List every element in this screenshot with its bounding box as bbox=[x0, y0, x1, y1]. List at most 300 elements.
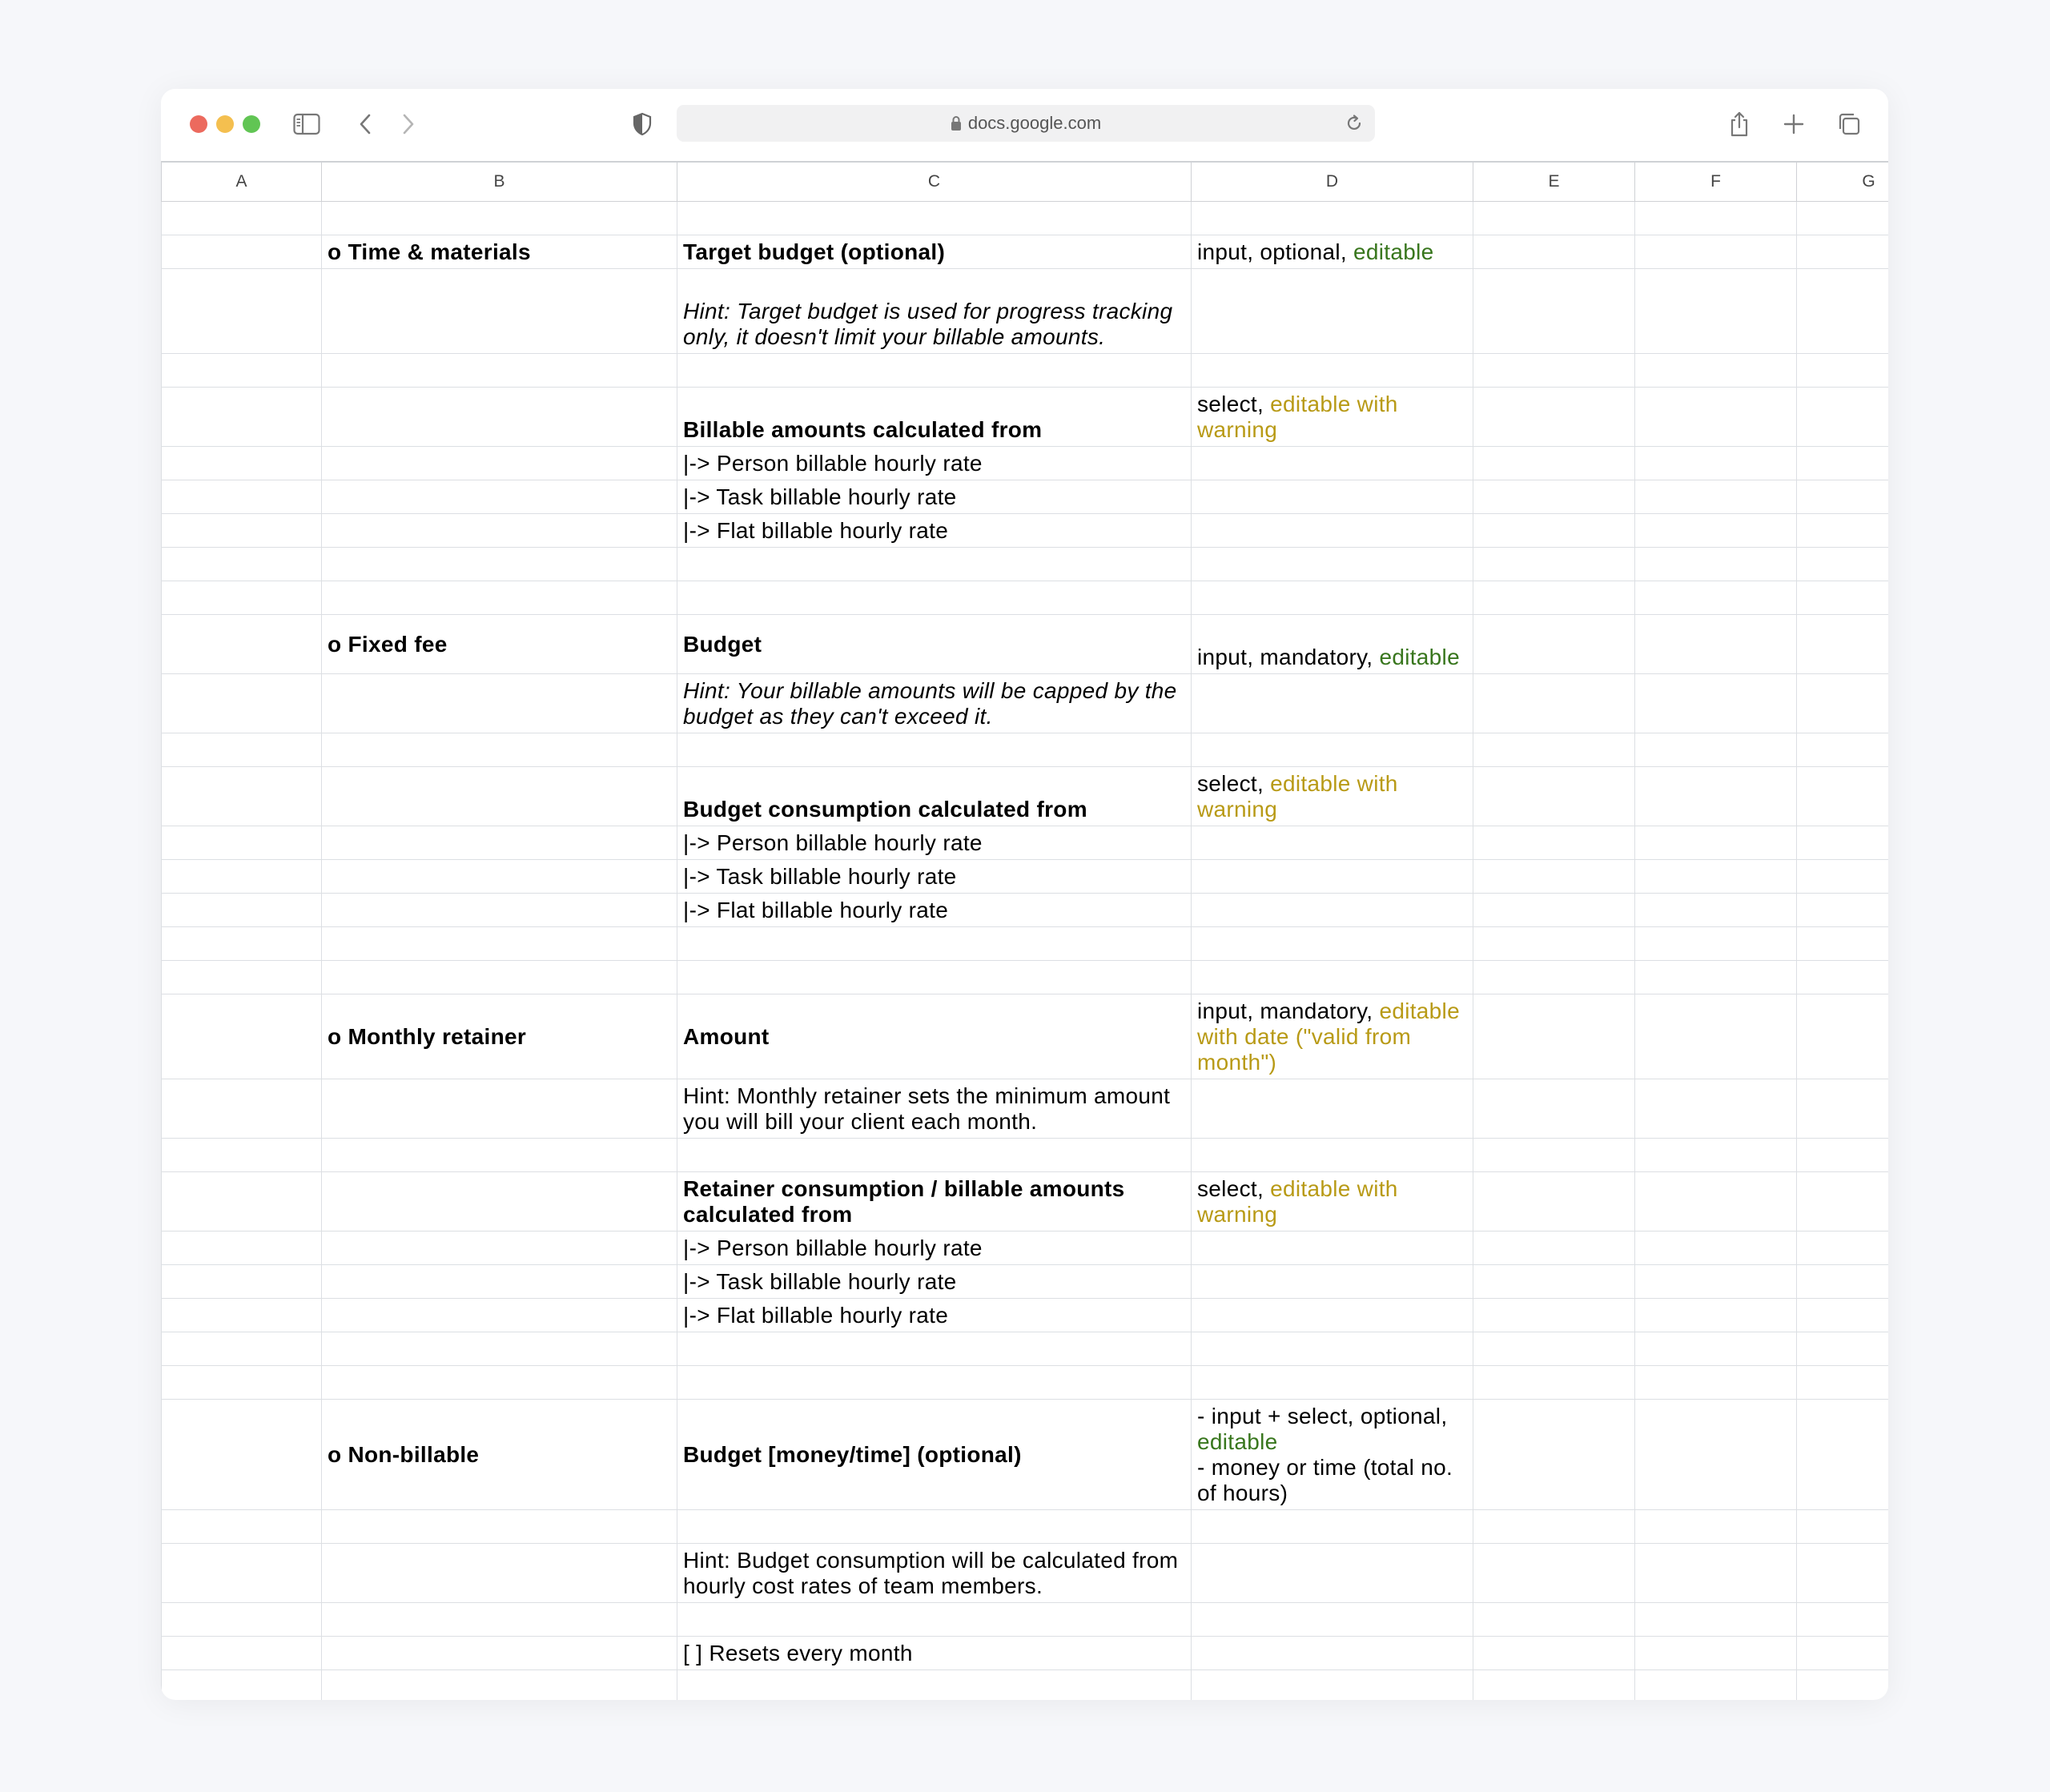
cell[interactable] bbox=[1635, 1332, 1797, 1366]
cell[interactable] bbox=[162, 1637, 322, 1670]
cell[interactable] bbox=[1635, 961, 1797, 994]
cell[interactable] bbox=[1797, 1637, 1889, 1670]
url-text: docs.google.com bbox=[967, 113, 1102, 133]
column-header-g[interactable]: G bbox=[1797, 162, 1889, 202]
sheet-row bbox=[162, 1510, 1889, 1544]
cell[interactable] bbox=[1797, 1299, 1889, 1332]
cell[interactable] bbox=[1635, 1544, 1797, 1603]
cell[interactable] bbox=[1192, 1265, 1473, 1299]
cell[interactable] bbox=[1192, 1139, 1473, 1172]
cell[interactable] bbox=[1473, 927, 1635, 961]
editable-warning-tag: editable with warning bbox=[1197, 771, 1398, 822]
cell[interactable] bbox=[162, 994, 322, 1079]
minimize-window-button[interactable] bbox=[216, 115, 234, 133]
sheet-row bbox=[162, 1400, 1889, 1510]
zoom-window-button[interactable] bbox=[243, 115, 260, 133]
spec-text: input, optional, bbox=[1197, 239, 1354, 264]
cell[interactable] bbox=[1797, 1332, 1889, 1366]
lock-icon bbox=[951, 115, 962, 131]
cell-calc-spec[interactable] bbox=[1192, 1172, 1473, 1231]
cell-option[interactable]: |-> Task billable hourly rate bbox=[677, 480, 1192, 514]
sheet-row bbox=[162, 927, 1889, 961]
column-header-a[interactable]: A bbox=[162, 162, 322, 202]
cell[interactable] bbox=[1192, 202, 1473, 235]
cell[interactable] bbox=[162, 767, 322, 826]
cell-field-label[interactable]: Amount bbox=[677, 994, 1192, 1079]
cell[interactable] bbox=[162, 1603, 322, 1637]
cell[interactable] bbox=[677, 927, 1192, 961]
close-window-button[interactable] bbox=[190, 115, 207, 133]
cell-calc-label[interactable]: Budget consumption calculated from bbox=[677, 767, 1192, 826]
sheet-row bbox=[162, 1603, 1889, 1637]
cell[interactable] bbox=[1635, 1637, 1797, 1670]
cell[interactable] bbox=[162, 480, 322, 514]
cell[interactable] bbox=[1797, 388, 1889, 447]
cell[interactable] bbox=[162, 354, 322, 388]
cell[interactable] bbox=[162, 235, 322, 269]
cell[interactable] bbox=[1473, 1172, 1635, 1231]
cell-option[interactable]: |-> Task billable hourly rate bbox=[677, 1265, 1192, 1299]
cell[interactable] bbox=[1473, 1510, 1635, 1544]
cell[interactable] bbox=[677, 1332, 1192, 1366]
cell-hint[interactable]: Hint: Budget consumption will be calculated from hourly cost rates of team members. bbox=[677, 1544, 1192, 1603]
cell[interactable] bbox=[1473, 615, 1635, 674]
cell[interactable] bbox=[322, 1637, 677, 1670]
cell[interactable] bbox=[1473, 1231, 1635, 1265]
cell-field-spec[interactable] bbox=[1192, 615, 1473, 674]
sheet-row bbox=[162, 826, 1889, 860]
sheet-row bbox=[162, 860, 1889, 894]
cell[interactable] bbox=[162, 674, 322, 733]
cell[interactable] bbox=[1635, 202, 1797, 235]
cell-project-type-monthly-retainer[interactable]: o Monthly retainer bbox=[322, 994, 677, 1079]
cell[interactable] bbox=[1797, 860, 1889, 894]
sheet-row bbox=[162, 480, 1889, 514]
cell[interactable] bbox=[1192, 1231, 1473, 1265]
cell[interactable] bbox=[322, 480, 677, 514]
cell-field-label[interactable]: Budget [money/time] (optional) bbox=[677, 1400, 1192, 1510]
cell[interactable] bbox=[1635, 1231, 1797, 1265]
cell[interactable] bbox=[1797, 1231, 1889, 1265]
sheet-row bbox=[162, 581, 1889, 615]
cell[interactable] bbox=[322, 1172, 677, 1231]
privacy-shield-icon[interactable] bbox=[629, 106, 656, 142]
cell[interactable] bbox=[1635, 235, 1797, 269]
cell[interactable] bbox=[1635, 927, 1797, 961]
cell[interactable] bbox=[1473, 994, 1635, 1079]
cell[interactable] bbox=[1797, 1079, 1889, 1139]
cell[interactable] bbox=[1797, 1366, 1889, 1400]
cell-calc-spec[interactable] bbox=[1192, 388, 1473, 447]
sheet-row bbox=[162, 767, 1889, 826]
cell[interactable] bbox=[1192, 927, 1473, 961]
cell[interactable] bbox=[1635, 894, 1797, 927]
cell[interactable] bbox=[322, 767, 677, 826]
tab-overview-icon[interactable] bbox=[1835, 106, 1863, 142]
cell[interactable] bbox=[322, 514, 677, 548]
cell[interactable] bbox=[322, 1670, 677, 1701]
cell[interactable] bbox=[1192, 733, 1473, 767]
cell[interactable] bbox=[677, 1366, 1192, 1400]
cell[interactable] bbox=[1635, 269, 1797, 354]
cell[interactable] bbox=[1192, 480, 1473, 514]
cell[interactable] bbox=[162, 961, 322, 994]
cell[interactable] bbox=[1473, 860, 1635, 894]
cell[interactable] bbox=[1797, 927, 1889, 961]
cell[interactable] bbox=[1192, 1366, 1473, 1400]
cell[interactable] bbox=[162, 927, 322, 961]
browser-window bbox=[161, 89, 1888, 1700]
cell[interactable] bbox=[1192, 961, 1473, 994]
cell[interactable] bbox=[1635, 733, 1797, 767]
cell[interactable] bbox=[162, 1139, 322, 1172]
cell[interactable] bbox=[322, 1332, 677, 1366]
cell[interactable] bbox=[1192, 894, 1473, 927]
back-chevron-icon[interactable] bbox=[353, 106, 377, 142]
spec-text: select, bbox=[1197, 392, 1271, 416]
cell[interactable] bbox=[162, 269, 322, 354]
sheet-row bbox=[162, 388, 1889, 447]
cell[interactable] bbox=[1635, 1603, 1797, 1637]
cell[interactable] bbox=[1797, 480, 1889, 514]
forward-chevron-icon[interactable] bbox=[396, 106, 420, 142]
cell[interactable] bbox=[162, 733, 322, 767]
cell[interactable] bbox=[1473, 1139, 1635, 1172]
cell[interactable] bbox=[1192, 269, 1473, 354]
cell-option[interactable]: |-> Flat billable hourly rate bbox=[677, 894, 1192, 927]
cell[interactable] bbox=[322, 548, 677, 581]
cell[interactable] bbox=[1635, 674, 1797, 733]
editable-warning-tag: editable with warning bbox=[1197, 1176, 1398, 1227]
cell[interactable] bbox=[1797, 961, 1889, 994]
cell[interactable] bbox=[1473, 447, 1635, 480]
cell-field-label[interactable]: Target budget (optional) bbox=[677, 235, 1192, 269]
cell[interactable] bbox=[322, 1139, 677, 1172]
cell[interactable] bbox=[322, 733, 677, 767]
cell[interactable] bbox=[1192, 1299, 1473, 1332]
cell[interactable] bbox=[1473, 767, 1635, 826]
cell[interactable] bbox=[1192, 1079, 1473, 1139]
cell-option[interactable]: |-> Person billable hourly rate bbox=[677, 447, 1192, 480]
sheet-row bbox=[162, 1265, 1889, 1299]
cell[interactable] bbox=[1473, 1603, 1635, 1637]
cell[interactable] bbox=[1473, 548, 1635, 581]
cell[interactable] bbox=[1635, 447, 1797, 480]
cell[interactable] bbox=[1473, 1299, 1635, 1332]
cell[interactable] bbox=[1797, 269, 1889, 354]
cell[interactable] bbox=[1797, 1544, 1889, 1603]
cell[interactable] bbox=[1473, 480, 1635, 514]
cell[interactable] bbox=[1797, 615, 1889, 674]
cell[interactable] bbox=[162, 388, 322, 447]
cell[interactable] bbox=[1797, 674, 1889, 733]
sidebar-toggle-icon[interactable] bbox=[291, 106, 323, 142]
cell[interactable] bbox=[322, 581, 677, 615]
cell[interactable] bbox=[1635, 548, 1797, 581]
cell[interactable] bbox=[322, 1366, 677, 1400]
cell[interactable] bbox=[1473, 354, 1635, 388]
cell[interactable] bbox=[322, 894, 677, 927]
sheet-row bbox=[162, 1670, 1889, 1701]
cell[interactable] bbox=[1192, 860, 1473, 894]
editable-with-date-tag: editable with date ("valid from month") bbox=[1197, 998, 1460, 1075]
cell[interactable] bbox=[322, 354, 677, 388]
spec-text: input, mandatory, bbox=[1197, 645, 1380, 669]
share-icon[interactable] bbox=[1726, 106, 1753, 142]
cell[interactable] bbox=[1797, 1139, 1889, 1172]
cell[interactable] bbox=[1473, 1079, 1635, 1139]
cell[interactable] bbox=[1635, 615, 1797, 674]
cell[interactable] bbox=[322, 1231, 677, 1265]
cell-calc-spec[interactable] bbox=[1192, 767, 1473, 826]
cell[interactable] bbox=[1797, 826, 1889, 860]
cell[interactable] bbox=[1635, 994, 1797, 1079]
cell[interactable] bbox=[1797, 447, 1889, 480]
cell[interactable] bbox=[1635, 388, 1797, 447]
cell[interactable] bbox=[1797, 994, 1889, 1079]
cell[interactable] bbox=[1635, 1510, 1797, 1544]
cell[interactable] bbox=[1797, 1172, 1889, 1231]
cell[interactable] bbox=[1473, 1366, 1635, 1400]
cell[interactable] bbox=[1797, 354, 1889, 388]
cell[interactable] bbox=[1473, 733, 1635, 767]
cell[interactable] bbox=[1635, 860, 1797, 894]
column-header-d[interactable]: D bbox=[1192, 162, 1473, 202]
cell[interactable] bbox=[322, 1603, 677, 1637]
cell[interactable] bbox=[1635, 581, 1797, 615]
cell[interactable] bbox=[322, 1544, 677, 1603]
cell[interactable] bbox=[322, 1265, 677, 1299]
cell[interactable] bbox=[162, 1544, 322, 1603]
cell[interactable] bbox=[1192, 1510, 1473, 1544]
cell[interactable] bbox=[1797, 1400, 1889, 1510]
cell[interactable] bbox=[162, 1400, 322, 1510]
sheet-row bbox=[162, 447, 1889, 480]
sheet-row bbox=[162, 733, 1889, 767]
cell[interactable] bbox=[322, 269, 677, 354]
sheet-row bbox=[162, 894, 1889, 927]
cell-option[interactable]: |-> Flat billable hourly rate bbox=[677, 514, 1192, 548]
cell[interactable] bbox=[162, 581, 322, 615]
cell[interactable] bbox=[1635, 480, 1797, 514]
cell[interactable] bbox=[322, 1510, 677, 1544]
cell[interactable] bbox=[677, 733, 1192, 767]
cell-option[interactable]: |-> Person billable hourly rate bbox=[677, 1231, 1192, 1265]
cell[interactable] bbox=[322, 860, 677, 894]
cell[interactable] bbox=[1797, 202, 1889, 235]
cell[interactable] bbox=[162, 1670, 322, 1701]
cell[interactable] bbox=[1473, 894, 1635, 927]
cell[interactable] bbox=[1192, 581, 1473, 615]
cell[interactable] bbox=[1192, 514, 1473, 548]
sheet-row bbox=[162, 514, 1889, 548]
cell[interactable] bbox=[1473, 202, 1635, 235]
cell[interactable] bbox=[1635, 514, 1797, 548]
cell[interactable] bbox=[1473, 1400, 1635, 1510]
cell[interactable] bbox=[1797, 1265, 1889, 1299]
cell[interactable] bbox=[677, 202, 1192, 235]
sheet-row bbox=[162, 354, 1889, 388]
cell-field-spec[interactable] bbox=[1192, 235, 1473, 269]
cell[interactable] bbox=[162, 860, 322, 894]
cell[interactable] bbox=[1797, 733, 1889, 767]
cell[interactable] bbox=[322, 447, 677, 480]
cell[interactable] bbox=[1473, 826, 1635, 860]
cell[interactable] bbox=[162, 1172, 322, 1231]
cell[interactable] bbox=[322, 1079, 677, 1139]
cell[interactable] bbox=[1473, 1332, 1635, 1366]
cell[interactable] bbox=[162, 548, 322, 581]
sheet-row bbox=[162, 1332, 1889, 1366]
cell[interactable] bbox=[1473, 269, 1635, 354]
cell[interactable] bbox=[1192, 447, 1473, 480]
sheet-row bbox=[162, 615, 1889, 674]
spreadsheet-grid bbox=[161, 161, 1888, 1700]
cell-option[interactable]: |-> Task billable hourly rate bbox=[677, 860, 1192, 894]
cell[interactable] bbox=[1797, 1670, 1889, 1701]
cell[interactable] bbox=[1797, 767, 1889, 826]
cell[interactable] bbox=[677, 354, 1192, 388]
cell-calc-label[interactable]: Billable amounts calculated from bbox=[677, 388, 1192, 447]
cell[interactable] bbox=[322, 674, 677, 733]
cell[interactable] bbox=[1797, 1603, 1889, 1637]
cell[interactable] bbox=[162, 202, 322, 235]
cell[interactable] bbox=[1635, 1400, 1797, 1510]
cell[interactable] bbox=[1473, 388, 1635, 447]
cell[interactable] bbox=[322, 388, 677, 447]
cell[interactable] bbox=[322, 927, 677, 961]
cell[interactable] bbox=[1192, 1637, 1473, 1670]
cell[interactable] bbox=[1797, 235, 1889, 269]
cell[interactable] bbox=[1635, 1139, 1797, 1172]
cell[interactable] bbox=[1192, 826, 1473, 860]
cell[interactable] bbox=[1192, 1544, 1473, 1603]
cell[interactable] bbox=[1473, 581, 1635, 615]
cell-reset-checkbox[interactable]: [ ] Resets every month bbox=[677, 1637, 1192, 1670]
cell-option[interactable]: |-> Person billable hourly rate bbox=[677, 826, 1192, 860]
cell[interactable] bbox=[162, 1299, 322, 1332]
cell[interactable] bbox=[1192, 1332, 1473, 1366]
cell-field-label[interactable]: Budget bbox=[677, 615, 1192, 674]
column-header-c[interactable]: C bbox=[677, 162, 1192, 202]
cell[interactable] bbox=[1473, 1265, 1635, 1299]
cell[interactable] bbox=[1635, 826, 1797, 860]
cell[interactable] bbox=[1473, 1544, 1635, 1603]
sheet-row bbox=[162, 1366, 1889, 1400]
cell[interactable] bbox=[322, 202, 677, 235]
spec-text: select, bbox=[1197, 1176, 1271, 1201]
cell[interactable] bbox=[1635, 1079, 1797, 1139]
cell[interactable] bbox=[162, 615, 322, 674]
sheet-row bbox=[162, 1139, 1889, 1172]
cell[interactable] bbox=[677, 1670, 1192, 1701]
cell[interactable] bbox=[1797, 548, 1889, 581]
cell[interactable] bbox=[677, 581, 1192, 615]
cell-option[interactable]: |-> Flat billable hourly rate bbox=[677, 1299, 1192, 1332]
cell[interactable] bbox=[162, 514, 322, 548]
cell-field-spec[interactable] bbox=[1192, 1400, 1473, 1510]
cell[interactable] bbox=[1635, 1299, 1797, 1332]
sheet-row bbox=[162, 1231, 1889, 1265]
cell[interactable] bbox=[1797, 581, 1889, 615]
cell[interactable] bbox=[162, 1265, 322, 1299]
editable-tag: editable bbox=[1379, 645, 1460, 669]
cell[interactable] bbox=[1635, 1670, 1797, 1701]
cell[interactable] bbox=[677, 1139, 1192, 1172]
cell[interactable] bbox=[1473, 1637, 1635, 1670]
spreadsheet bbox=[161, 161, 1888, 1700]
cell[interactable] bbox=[162, 1079, 322, 1139]
sheet-row bbox=[162, 202, 1889, 235]
reload-icon[interactable] bbox=[1345, 114, 1364, 138]
cell[interactable] bbox=[1192, 1670, 1473, 1701]
column-header-b[interactable]: B bbox=[322, 162, 677, 202]
cell[interactable] bbox=[1473, 514, 1635, 548]
cell[interactable] bbox=[162, 1231, 322, 1265]
cell[interactable] bbox=[1192, 1603, 1473, 1637]
cell[interactable] bbox=[1473, 674, 1635, 733]
cell[interactable] bbox=[162, 826, 322, 860]
cell-hint[interactable]: Hint: Monthly retainer sets the minimum amount you will bill your client each month. bbox=[677, 1079, 1192, 1139]
cell[interactable] bbox=[1797, 514, 1889, 548]
cell[interactable] bbox=[1635, 767, 1797, 826]
cell[interactable] bbox=[1635, 1265, 1797, 1299]
cell[interactable] bbox=[1473, 235, 1635, 269]
new-tab-plus-icon[interactable] bbox=[1780, 106, 1807, 142]
cell[interactable] bbox=[162, 1332, 322, 1366]
cell-hint[interactable]: Hint: Target budget is used for progress tracking only, it doesn't limit your billable amounts. bbox=[677, 269, 1192, 354]
column-header-e[interactable]: E bbox=[1473, 162, 1635, 202]
cell[interactable] bbox=[677, 961, 1192, 994]
cell[interactable] bbox=[1473, 1670, 1635, 1701]
cell[interactable] bbox=[1797, 894, 1889, 927]
cell-project-type-non-billable[interactable]: o Non-billable bbox=[322, 1400, 677, 1510]
cell[interactable] bbox=[1192, 674, 1473, 733]
address-bar[interactable] bbox=[677, 105, 1375, 142]
sheet-row bbox=[162, 961, 1889, 994]
cell[interactable] bbox=[1797, 1510, 1889, 1544]
column-header-f[interactable]: F bbox=[1635, 162, 1797, 202]
cell[interactable] bbox=[162, 894, 322, 927]
spec-text: input, mandatory, bbox=[1197, 998, 1380, 1023]
sheet-row bbox=[162, 1172, 1889, 1231]
cell[interactable] bbox=[1635, 354, 1797, 388]
cell[interactable] bbox=[677, 548, 1192, 581]
cell[interactable] bbox=[1192, 354, 1473, 388]
cell-project-type-fixed-fee[interactable]: o Fixed fee bbox=[322, 615, 677, 674]
cell[interactable] bbox=[162, 1366, 322, 1400]
cell[interactable] bbox=[162, 447, 322, 480]
cell-hint[interactable]: Hint: Your billable amounts will be capped by the budget as they can't exceed it. bbox=[677, 674, 1192, 733]
cell-field-spec[interactable] bbox=[1192, 994, 1473, 1079]
cell[interactable] bbox=[322, 826, 677, 860]
cell-project-type-time-materials[interactable]: o Time & materials bbox=[322, 235, 677, 269]
sheet-row bbox=[162, 1299, 1889, 1332]
cell-calc-label[interactable]: Retainer consumption / billable amounts calculated from bbox=[677, 1172, 1192, 1231]
cell[interactable] bbox=[162, 1510, 322, 1544]
cell[interactable] bbox=[322, 1299, 677, 1332]
sheet-row bbox=[162, 1544, 1889, 1603]
cell[interactable] bbox=[1192, 548, 1473, 581]
cell[interactable] bbox=[1473, 961, 1635, 994]
sheet-row bbox=[162, 1079, 1889, 1139]
cell[interactable] bbox=[1635, 1366, 1797, 1400]
cell[interactable] bbox=[677, 1510, 1192, 1544]
cell[interactable] bbox=[1635, 1172, 1797, 1231]
cell[interactable] bbox=[322, 961, 677, 994]
spec-text: select, bbox=[1197, 771, 1271, 796]
cell[interactable] bbox=[677, 1603, 1192, 1637]
